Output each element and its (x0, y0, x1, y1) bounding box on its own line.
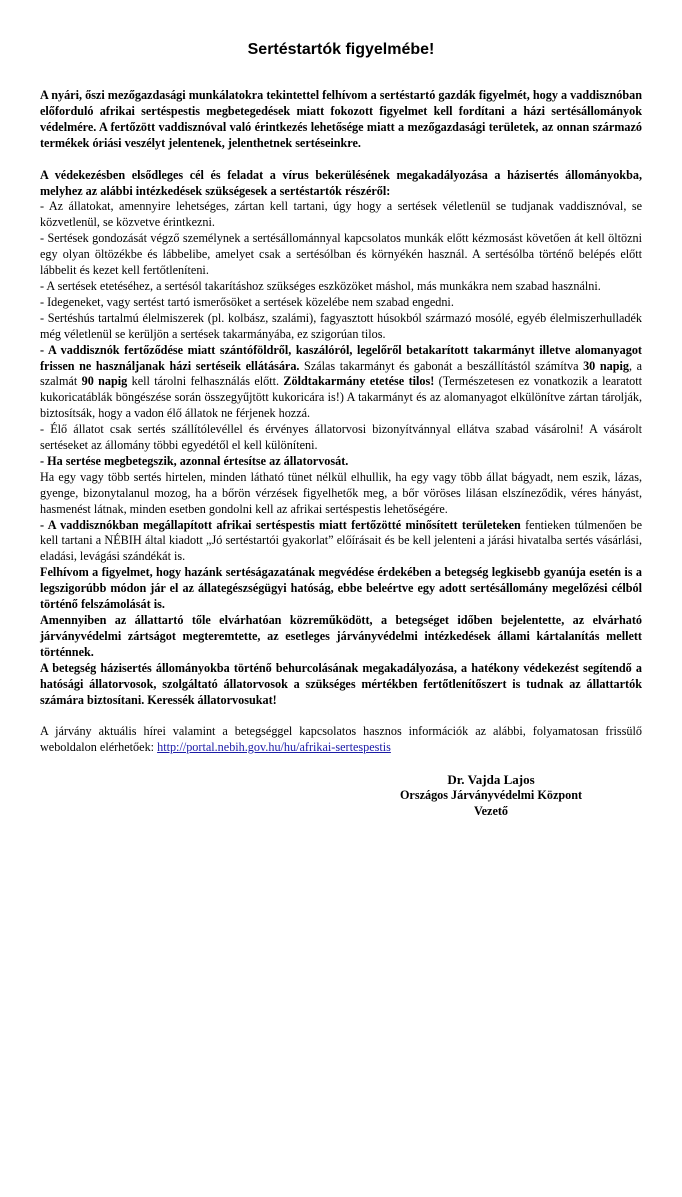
warning-paragraph: Felhívom a figyelmet, hogy hazánk sertéságazatának megvédése érdekében a betegség legkisebb gyanúja esetén is a legszigorúbb módon jár el az állategészségügyi hatóság, ebbe beleértve egy adott sertésállomány megelőzési célból történő felszámolását is. (40, 565, 642, 612)
green-feed-ban: Zöldtakarmány etetése tilos! (283, 374, 435, 389)
signatory-organization: Országos Járványvédelmi Központ (399, 788, 583, 803)
document-title: Sertéstartók figyelmébe! (247, 41, 435, 58)
closing-paragraph (40, 724, 642, 756)
measure-item: - Idegeneket, vagy sertést tartó ismerősöket a sertések közelébe nem szabad engedni. (40, 294, 454, 309)
measure-item: - A sertések etetéséhez, a sertésól takarításhoz szükséges eszközöket máshol, más munkákra nem szabad használni. (40, 278, 601, 293)
feed-text: (Természetesen ez vonatkozik a learatott kukoricatáblák böngészése során összegyűjtött kukoricára is!) A takarmányt és az alomanyagot elkülönítve zártan tárolják, biztosítsák, hogy a vadon élő állatok ne férjenek hozzá. (40, 374, 642, 421)
warning-paragraph: A betegség házisertés állományokba történő behurcolásának megakadályozása, a hatékony védekezést segítendő a hatósági állatorvosok, szolgáltató állatorvosok a szükséges mértékben fertőtlenítőszert is tudnak az állattartók számára biztosítani. Keressék állatorvosukat! (40, 660, 642, 707)
info-website-link[interactable]: http://portal.nebih.gov.hu/hu/afrikai-sertespestis (157, 740, 391, 755)
measure-item: - Élő állatot csak sertés szállítólevéllel és érvényes állatorvosi bizonyítvánnyal ellátva szabad vásárolni! A vásárolt sertéseket az állomány többi egyedétől el kell különíteni. (40, 422, 642, 453)
measure-item-vet: - Ha sertése megbetegszik, azonnal értesítse az állatorvosát. (40, 453, 349, 468)
symptoms-paragraph: Ha egy vagy több sertés hirtelen, minden látható tünet nélkül elhullik, ha egy vagy több állat bágyadt, nem eszik, lázas, gyenge, bizonytalanul mozog, ha a bőrön vérzések figyelhetők meg, a bőr vöröses lilásan elszíneződik, véres hányást, hasmenést látnak, minden esetben gondolni kell az afrikai sertéspestis lehetőségére. (40, 469, 642, 516)
feed-text: , a szalmát (40, 358, 642, 389)
closing-text: A járvány aktuális hírei valamint a betegséggel kapcsolatos hasznos információk az alábbi, folyamatosan frissülő weboldalon elérhetőek: (40, 724, 642, 755)
measure-item: - Az állatokat, amennyire lehetséges, zártan kell tartani, úgy hogy a sertések véletlenül se tudjanak vaddisznóval, se közvetlenül, se közvetve érintkezni. (40, 199, 642, 230)
infected-areas-bold: - A vaddisznókban megállapított afrikai sertéspestis miatt fertőzötté minősített területeken (40, 517, 521, 532)
infected-areas-text: fentieken túlmenően be kell tartani a NÉBIH által kiadott „Jó sertéstartói gyakorlat” előírásait és be kell jelenteni a járási hivatalba sertés vásárlási, eladási, levágási szándékát is. (40, 517, 642, 564)
signatory-name: Dr. Vajda Lajos (447, 772, 535, 788)
measure-item: - Sertéshús tartalmú élelmiszerek (pl. kolbász, szalámi), fagyasztott húsokból származó mosólé, egyéb élelmiszerhulladék még véletlenül se kerüljön a sertések takarmányába, ez szigorúan tilos. (40, 310, 642, 341)
measure-item: - Sertések gondozását végző személynek a sertésállománnyal kapcsolatos munkák előtt kézmosást követően át kell öltözni egy olyan öltözékbe és lábbelibe, amelyet csak a sertésólban és környékén használ. A sertésólba történő belépés előtt lábbelit és kezet kell fertőtleníteni. (40, 231, 642, 278)
feed-warning-bold: - A vaddisznók fertőződése miatt szántóföldről, kaszálóról, legelőről betakarított takarmányt illetve alomanyagot frissen ne használjanak házi sertéseik ellátására. (40, 342, 642, 373)
lead-paragraph: A védekezésben elsődleges cél és feladat a vírus bekerülésének megakadályozása a házisertés állományokba, melyhez az alábbi intézkedések szükségesek a sertéstartók részéről: (40, 167, 642, 198)
warning-paragraph: Amennyiben az állattartó tőle elvárhatóan közreműködött, a betegséget időben bejelentette, az elvárható járványvédelmi zártságot megteremtette, az esetleges járványvédelmi intézkedések állami kártalanítás mellett történnek. (40, 613, 642, 659)
measure-item-feed (40, 343, 642, 423)
intro-paragraph: A nyári, őszi mezőgazdasági munkálatokra tekintettel felhívom a sertéstartó gazdák figyelmét, hogy a vaddisznóban előforduló afrikai sertéspestis megbetegedések miatt fokozott figyelmet kell fordítani a házi sertésállományok védelmére. A fertőzött vaddisznóval való érintkezés lehetősége miatt a mezőgazdasági területek, az onnan származó termékek óriási veszélyt jelentenek, jelenthetnek sertéseinkre. (40, 88, 642, 150)
signatory-role: Vezető (473, 804, 509, 819)
signature-block (366, 772, 616, 820)
feed-text: kell tárolni felhasználás előtt. (127, 374, 284, 389)
measure-item-infected-areas (40, 518, 642, 566)
storage-days-grain: 30 napig (583, 358, 629, 373)
document-page (40, 40, 642, 820)
feed-text: Szálas takarmányt és gabonát a beszállítástól számítva (299, 358, 584, 373)
storage-days-straw: 90 napig (81, 374, 128, 389)
